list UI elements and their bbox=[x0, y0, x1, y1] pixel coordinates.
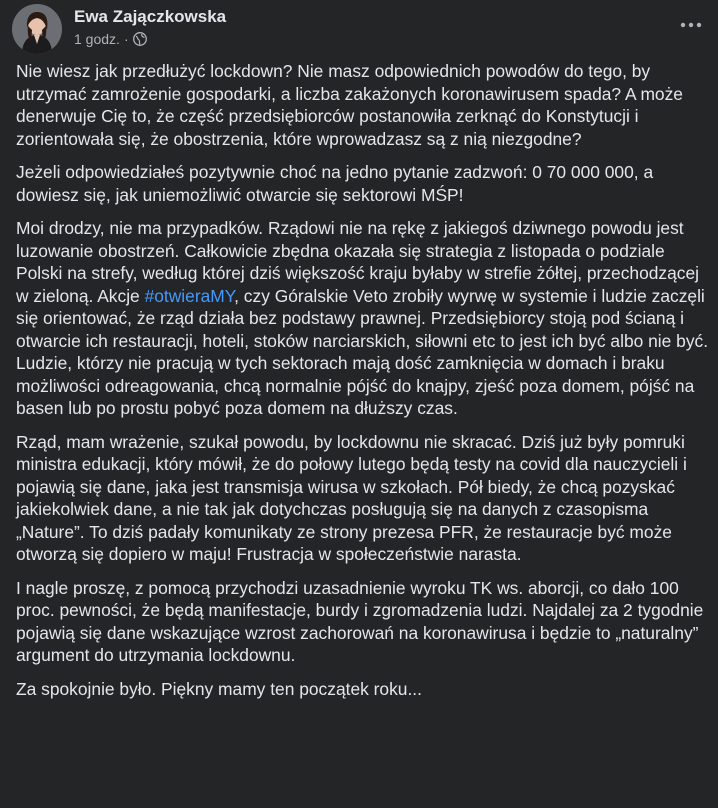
post-time[interactable]: 1 godz. bbox=[74, 31, 120, 47]
globe-icon[interactable] bbox=[133, 32, 147, 46]
hashtag-link[interactable]: #otwieraMY bbox=[144, 285, 235, 306]
avatar[interactable] bbox=[12, 4, 62, 54]
post-paragraph-2: Jeżeli odpowiedziałeś pozytywnie choć na jedno pytanie zadzwoń: 0 70 000 000, a dowiesz się, jak uniemożliwić otwarcie się sektorowi MŚP! bbox=[16, 162, 654, 205]
paragraph-text: Moi drodzy, nie ma przypadków. Rządowi nie na rękę z jakiegoś dziwnego powodu jest luzowanie obostrzeń. Całkowicie zbędna okazała się strategia z listopada o podziale Polski na strefy, według której dziś większość kraju byłaby w strefie żółtej, przechodzącej w zieloną. Akcje bbox=[16, 218, 700, 306]
separator-dot: · bbox=[123, 31, 129, 47]
more-options-icon[interactable] bbox=[676, 10, 706, 40]
post-body bbox=[16, 60, 710, 711]
paragraph-text: , czy Góralskie Veto zrobiły wyrwę w systemie i ludzie zaczęli się orientować, że rząd działa bez podstawy prawnej. Przedsiębiorcy stoją pod ścianą i otwarcie ich restauracji, hoteli, stoków narciarskich, siłowni etc to jest ich być albo nie być. Ludzie, którzy nie pracują w tych sektorach mają dość zamknięcia w domach i braku możliwości odreagowania, chcą normalnie pójść do knajpy, zjeść poza domem, pójść na basen lub po prostu pobyć poza domem na dłuższy czas. bbox=[16, 285, 709, 418]
post-paragraph-6: Za spokojnie było. Piękny mamy ten początek roku... bbox=[16, 678, 422, 699]
post-paragraph-1: Nie wiesz jak przedłużyć lockdown? Nie masz odpowiednich powodów do tego, by utrzymać zamrożenie gospodarki, a liczba zakażonych koronawirusem spada? A może denerwuje Cię to, że część przedsiębiorców postanowiła zerknąć do Konstytucji i zorientowała się, że obostrzenia, które wprowadzasz są z nią niezgodne? bbox=[16, 61, 683, 149]
post-paragraph-4: Rząd, mam wrażenie, szukał powodu, by lockdownu nie skracać. Dziś już były pomruki ministra edukacji, który mówił, że do połowy lutego będą testy na covid dla nauczycieli i pojawią się dane, jaka jest transmisja wirusa w szkołach. Pół biedy, że chcą pozyskać jakiekolwiek dane, a nie tak jak dotychczas posługują się na danych z czasopisma „Nature”. To dziś padały komunikaty ze strony prezesa PFR, że restauracje być może otworzą się dopiero w maju! Frustracja w społeczeństwie narasta. bbox=[16, 431, 687, 564]
author-name[interactable]: Ewa Zajączkowska bbox=[74, 7, 227, 26]
post-meta bbox=[74, 31, 147, 47]
post-header bbox=[12, 4, 706, 56]
post-paragraph-5: I nagle proszę, z pomocą przychodzi uzasadnienie wyroku TK ws. aborcji, co dało 100 proc. pewności, że będą manifestacje, burdy i zgromadzenia ludzi. Najdalej za 2 tygodnie pojawią się dane wskazujące wzrost zachorowań na koronawirusa i będzie to „naturalny” argument do utrzymania lockdownu. bbox=[16, 577, 704, 665]
post-paragraph-3 bbox=[16, 217, 710, 420]
